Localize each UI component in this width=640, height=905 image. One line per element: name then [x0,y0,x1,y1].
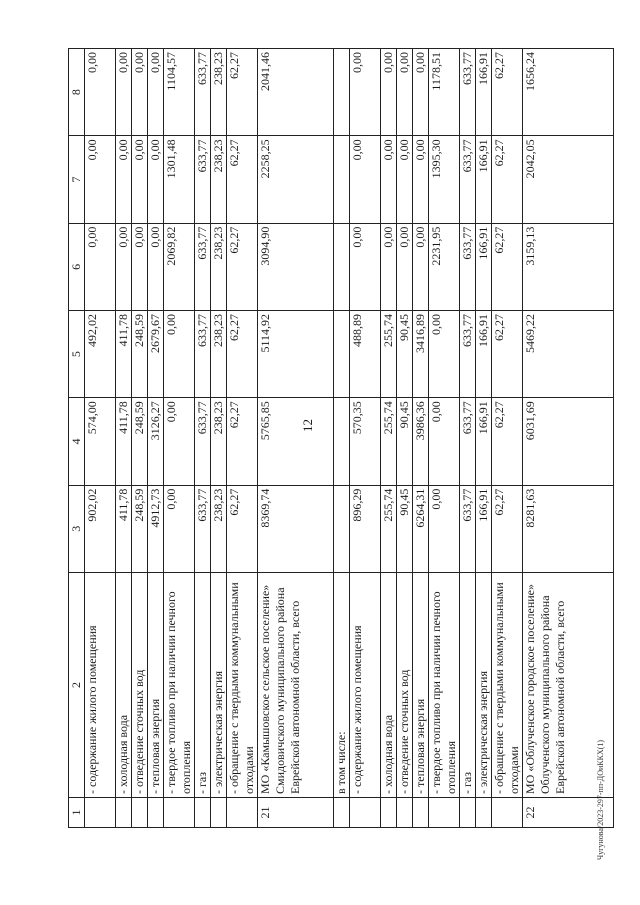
value-cell: 248,59 [132,485,148,572]
value-cell: 0,00 [85,223,116,310]
value-cell: 2231,95 [429,223,460,310]
value-cell: 411,78 [116,310,132,397]
row-number [164,798,195,828]
value-cell: 238,23 [211,485,227,572]
value-cell: 574,00 [85,398,116,485]
value-cell [334,485,350,572]
value-cell: 1395,30 [429,136,460,223]
value-cell: 255,74 [381,485,397,572]
value-cell: 0,00 [429,398,460,485]
value-cell: 4912,73 [148,485,164,572]
value-cell [334,223,350,310]
value-cell: 0,00 [85,49,116,136]
value-cell: 62,27 [492,136,523,223]
table-row [492,49,523,828]
value-cell: 0,00 [148,136,164,223]
table-row [211,49,227,828]
value-cell: 633,77 [195,310,211,397]
value-cell: 248,59 [132,398,148,485]
row-label: - твердое топливо при наличии печного отопления [429,572,460,797]
row-label: - тепловая энергия [148,572,164,797]
header-row [69,49,85,828]
value-cell: 90,45 [397,310,413,397]
value-cell: 0,00 [350,136,381,223]
value-cell: 5469,22 [523,310,614,397]
table-row [116,49,132,828]
value-cell: 0,00 [413,136,429,223]
value-cell: 411,78 [116,398,132,485]
value-cell: 3159,13 [523,223,614,310]
value-cell: 902,02 [85,485,116,572]
row-label: - газ [195,572,211,797]
table-row [258,49,334,828]
value-cell: 633,77 [195,136,211,223]
value-cell: 238,23 [211,223,227,310]
row-label: - твердое топливо при наличии печного отопления [164,572,195,797]
row-number [350,798,381,828]
value-cell: 166,91 [476,398,492,485]
value-cell: 90,45 [397,485,413,572]
table-row [334,49,350,828]
rotated-table-container [68,48,624,828]
value-cell: 3094,90 [258,223,334,310]
value-cell [334,49,350,136]
row-number [476,798,492,828]
value-cell: 0,00 [381,223,397,310]
row-number [132,798,148,828]
value-cell: 0,00 [413,223,429,310]
value-cell: 0,00 [381,136,397,223]
value-cell: 633,77 [460,49,476,136]
value-cell: 0,00 [148,49,164,136]
value-cell: 238,23 [211,136,227,223]
value-cell: 2679,67 [148,310,164,397]
table-row [195,49,211,828]
value-cell: 0,00 [132,223,148,310]
row-number [334,798,350,828]
value-cell: 3986,36 [413,398,429,485]
row-number [413,798,429,828]
value-cell: 633,77 [460,310,476,397]
value-cell: 62,27 [227,49,258,136]
row-label: - отведение сточных вод [132,572,148,797]
value-cell: 633,77 [460,398,476,485]
value-cell: 90,45 [397,398,413,485]
value-cell: 0,00 [397,49,413,136]
table-row [227,49,258,828]
row-number [460,798,476,828]
value-cell: 5114,92 [258,310,334,397]
value-cell: 0,00 [164,310,195,397]
column-header-8: 8 [69,49,85,136]
value-cell: 62,27 [227,398,258,485]
row-label: - отведение сточных вод [397,572,413,797]
table-row [132,49,148,828]
value-cell: 1178,51 [429,49,460,136]
column-header-4: 4 [69,398,85,485]
page-number: 12 [300,419,315,432]
value-cell [334,398,350,485]
value-cell: 633,77 [195,485,211,572]
document-id-mark: Чугунова/2023-297-пп-ДОиККХ(1) [596,739,605,860]
row-label: МО «Облученское городское поселение» Облученского муниципального района Еврейской автономной области, всего [523,572,614,797]
value-cell: 8281,63 [523,485,614,572]
value-cell: 633,77 [195,398,211,485]
value-cell: 488,89 [350,310,381,397]
value-cell: 62,27 [227,310,258,397]
value-cell: 3416,89 [413,310,429,397]
value-cell: 62,27 [492,310,523,397]
value-cell: 0,00 [116,136,132,223]
tariff-table [68,48,614,828]
value-cell: 411,78 [116,485,132,572]
value-cell: 0,00 [148,223,164,310]
value-cell: 2069,82 [164,223,195,310]
value-cell: 2258,25 [258,136,334,223]
value-cell: 2041,46 [258,49,334,136]
value-cell: 633,77 [460,136,476,223]
value-cell: 62,27 [492,398,523,485]
value-cell: 0,00 [429,485,460,572]
value-cell [334,136,350,223]
row-label: - тепловая энергия [413,572,429,797]
value-cell: 6031,69 [523,398,614,485]
row-number [492,798,523,828]
row-number: 21 [258,798,334,828]
row-number [85,798,116,828]
value-cell: 0,00 [397,223,413,310]
row-label: МО «Камышовское сельское поселение» Смидовичского муниципального района Еврейской автономной области, всего [258,572,334,797]
row-label: - газ [460,572,476,797]
column-header-2: 2 [69,572,85,797]
value-cell: 0,00 [429,310,460,397]
value-cell: 8369,74 [258,485,334,572]
value-cell [334,310,350,397]
value-cell: 0,00 [132,49,148,136]
value-cell: 633,77 [460,223,476,310]
row-label: - электрическая энергия [476,572,492,797]
row-number [227,798,258,828]
table-row [429,49,460,828]
value-cell: 62,27 [492,485,523,572]
row-label: - электрическая энергия [211,572,227,797]
row-number [397,798,413,828]
value-cell: 0,00 [350,49,381,136]
column-header-6: 6 [69,223,85,310]
column-header-5: 5 [69,310,85,397]
column-header-1: 1 [69,798,85,828]
value-cell: 62,27 [227,485,258,572]
table-row [460,49,476,828]
value-cell: 238,23 [211,310,227,397]
value-cell: 5765,85 [258,398,334,485]
value-cell: 3126,27 [148,398,164,485]
row-number [381,798,397,828]
table-row [164,49,195,828]
value-cell: 0,00 [85,136,116,223]
row-number: 22 [523,798,614,828]
row-label: - содержание жилого помещения [350,572,381,797]
value-cell: 238,23 [211,49,227,136]
value-cell: 238,23 [211,398,227,485]
row-label: в том числе: [334,572,350,797]
value-cell: 248,59 [132,310,148,397]
value-cell: 166,91 [476,485,492,572]
row-label: - обращение с твердыми коммунальными отходами [227,572,258,797]
row-label: - обращение с твердыми коммунальными отходами [492,572,523,797]
value-cell: 0,00 [381,49,397,136]
value-cell: 255,74 [381,310,397,397]
table-row [148,49,164,828]
row-number [195,798,211,828]
row-number [211,798,227,828]
value-cell: 62,27 [492,223,523,310]
value-cell: 62,27 [492,49,523,136]
table-row [85,49,116,828]
row-number [148,798,164,828]
value-cell: 0,00 [413,49,429,136]
row-number [116,798,132,828]
value-cell: 0,00 [116,223,132,310]
value-cell: 166,91 [476,310,492,397]
table-row [523,49,614,828]
table-row [381,49,397,828]
value-cell: 896,29 [350,485,381,572]
table-body [85,49,614,828]
value-cell: 633,77 [195,223,211,310]
value-cell: 0,00 [164,485,195,572]
table-row [397,49,413,828]
value-cell: 6264,31 [413,485,429,572]
value-cell: 0,00 [164,398,195,485]
value-cell: 255,74 [381,398,397,485]
column-header-7: 7 [69,136,85,223]
table-row [350,49,381,828]
value-cell: 0,00 [397,136,413,223]
value-cell: 166,91 [476,49,492,136]
value-cell: 633,77 [460,485,476,572]
value-cell: 166,91 [476,136,492,223]
value-cell: 633,77 [195,49,211,136]
table-row [476,49,492,828]
value-cell: 0,00 [132,136,148,223]
row-label: - содержание жилого помещения [85,572,116,797]
column-header-3: 3 [69,485,85,572]
value-cell: 0,00 [116,49,132,136]
value-cell: 1301,48 [164,136,195,223]
table-row [413,49,429,828]
value-cell: 166,91 [476,223,492,310]
value-cell: 62,27 [227,223,258,310]
value-cell: 570,35 [350,398,381,485]
value-cell: 1104,57 [164,49,195,136]
row-label: - холодная вода [381,572,397,797]
row-number [429,798,460,828]
value-cell: 1656,24 [523,49,614,136]
value-cell: 2042,05 [523,136,614,223]
value-cell: 0,00 [350,223,381,310]
value-cell: 492,02 [85,310,116,397]
row-label: - холодная вода [116,572,132,797]
value-cell: 62,27 [227,136,258,223]
